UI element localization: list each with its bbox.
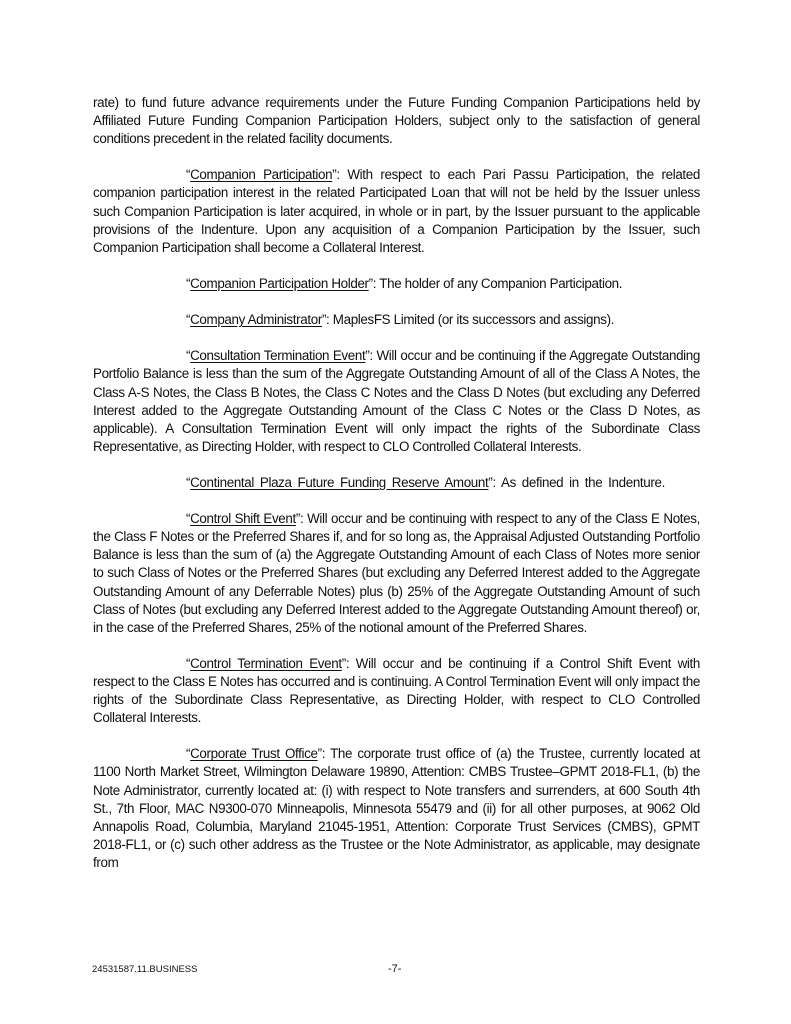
definition-control-termination-event: “Control Termination Event”: Will occur and be continuing if a Control Shift Event with respect to the Class E Notes has occurred and is continuing. A Control Termination Event will only impact the rights of the Subordinate Class Representative, as Directing Holder, with respect to CLO Controlled Collateral Interests. [93,655,700,726]
definition-control-shift-event: “Control Shift Event”: Will occur and be continuing with respect to any of the Class E Notes, the Class F Notes or the Preferred Shares if, and for so long as, the Appraisal Adjusted Outstanding Portfolio Balance is less than the sum of (a) the Aggregate Outstanding Amount of each Class of Notes more senior to such Class of Notes or the Preferred Shares (but excluding any Deferred Interest added to the Aggregate Outstanding Amount of any Deferrable Notes) plus (b) 25% of the Aggregate Outstanding Amount of such Class of Notes (but excluding any Deferred Interest added to the Aggregate Outstanding Amount thereof) or, in the case of the Preferred Shares, 25% of the notional amount of the Preferred Shares. [93,511,700,635]
defined-term: Consultation Termination Event [190,348,366,364]
defined-term: Control Termination Event [190,655,342,671]
definition-company-administrator: “Company Administrator”: MaplesFS Limited (or its successors and assigns). [186,312,615,328]
definition-companion-participation-holder: “Companion Participation Holder”: The holder of any Companion Participation. [186,275,623,291]
definition-text: : Will occur and be continuing if the Aggregate Outstanding Portfolio Balance is less than the sum of the Aggregate Outstanding Amount of all of the Class A Notes, the Class A-S Notes, the Class B Notes, the Class C Notes and the Class D Notes (but excluding any Deferred Interest added to the Aggregate Outstanding Amount of the Class C Notes or the Class D Notes, as applicable). A Consultation Termination Event will only impact the rights of the Subordinate Class Representative, as Directing Holder, with respect to CLO Controlled Collateral Interests. [93,348,700,454]
definition-corporate-trust-office: “Corporate Trust Office”: The corporate trust office of (a) the Trustee, currently located at 1100 North Market Street, Wilmington Delaware 19890, Attention: CMBS Trustee–GPMT 2018-FL1, (b) the Note Administrator, currently located at: (i) with respect to Note transfers and surrenders, at 600 South 4th St., 7th Floor, MAC N9300-070 Minneapolis, Minnesota 55479 and (ii) for all other purposes, at 9062 Old Annapolis Road, Columbia, Maryland 21045-1951, Attention: Corporate Trust Services (CMBS), GPMT 2018-FL1, or (c) such other address as the Trustee or the Note Administrator, as applicable, may designate from [93,746,701,870]
defined-term: Companion Participation Holder [190,275,369,291]
definition-text: : As defined in the Indenture. [492,474,665,490]
defined-term: Companion Participation [190,167,333,183]
definition-continental-plaza: “Continental Plaza Future Funding Reserve Amount”: As defined in the Indenture. [186,474,665,490]
page-number: -7- [388,963,402,975]
defined-term: Control Shift Event [190,511,296,527]
definition-text: : MaplesFS Limited (or its successors and assigns). [326,312,615,328]
defined-term: Corporate Trust Office [190,746,318,762]
paragraph-text: rate) to fund future advance requirements under the Future Funding Companion Participations held by Affiliated Future Funding Companion Participation Holders, subject only to the satisfaction of general conditions precedent in the related facility documents. [93,95,700,147]
document-id: 24531587.11.BUSINESS [92,964,198,975]
defined-term: Company Administrator [190,312,322,328]
definition-text: : Will occur and be continuing if a Control Shift Event with respect to the Class E Notes has occurred and is continuing. A Control Termination Event will only impact the rights of the Subordinate Class Representative, as Directing Holder, with respect to CLO Controlled Collateral Interests. [93,655,700,726]
definition-companion-participation: “Companion Participation”: With respect to each Pari Passu Participation, the related companion participation interest in the related Participated Loan that will not be held by the Issuer unless such Companion Participation is later acquired, in whole or in part, by the Issuer pursuant to the applicable provisions of the Indenture. Upon any acquisition of a Companion Participation by the Issuer, such Companion Participation shall become a Collateral Interest. [93,167,700,255]
definition-consultation-termination-event: “Consultation Termination Event”: Will occur and be continuing if the Aggregate Outstanding Portfolio Balance is less than the sum of the Aggregate Outstanding Amount of all of the Class A Notes, the Class A-S Notes, the Class B Notes, the Class C Notes and the Class D Notes (but excluding any Deferred Interest added to the Aggregate Outstanding Amount of the Class C Notes or the Class D Notes, as applicable). A Consultation Termination Event will only impact the rights of the Subordinate Class Representative, as Directing Holder, with respect to CLO Controlled Collateral Interests. [93,348,700,454]
document-page [93,94,700,890]
definition-text: : The holder of any Companion Participation. [372,275,623,291]
definition-text: : With respect to each Pari Passu Participation, the related companion participation interest in the related Participated Loan that will not be held by the Issuer unless such Companion Participation is later acquired, in whole or in part, by the Issuer pursuant to the applicable provisions of the Indenture. Upon any acquisition of a Companion Participation by the Issuer, such Companion Participation shall become a Collateral Interest. [93,167,700,255]
definition-text: : Will occur and be continuing with respect to any of the Class E Notes, the Class F Notes or the Preferred Shares if, and for so long as, the Appraisal Adjusted Outstanding Portfolio Balance is less than the sum of (a) the Aggregate Outstanding Amount of each Class of Notes more senior to such Class of Notes or the Preferred Shares (but excluding any Deferred Interest added to the Aggregate Outstanding Amount of any Deferrable Notes) plus (b) 25% of the Aggregate Outstanding Amount of such Class of Notes (but excluding any Deferred Interest added to the Aggregate Outstanding Amount thereof) or, in the case of the Preferred Shares, 25% of the notional amount of the Preferred Shares. [93,511,700,635]
definition-text: : The corporate trust office of (a) the Trustee, currently located at 1100 North Market Street, Wilmington Delaware 19890, Attention: CMBS Trustee–GPMT 2018-FL1, (b) the Note Administrator, currently located at: (i) with respect to Note transfers and surrenders, at 600 South 4th St., 7th Floor, MAC N9300-070 Minneapolis, Minnesota 55479 and (ii) for all other purposes, at 9062 Old Annapolis Road, Columbia, Maryland 21045-1951, Attention: Corporate Trust Services (CMBS), GPMT 2018-FL1, or (c) such other address as the Trustee or the Note Administrator, as applicable, may designate from [93,746,701,870]
defined-term: Continental Plaza Future Funding Reserve Amount [190,474,489,490]
continuation-paragraph [93,94,700,148]
